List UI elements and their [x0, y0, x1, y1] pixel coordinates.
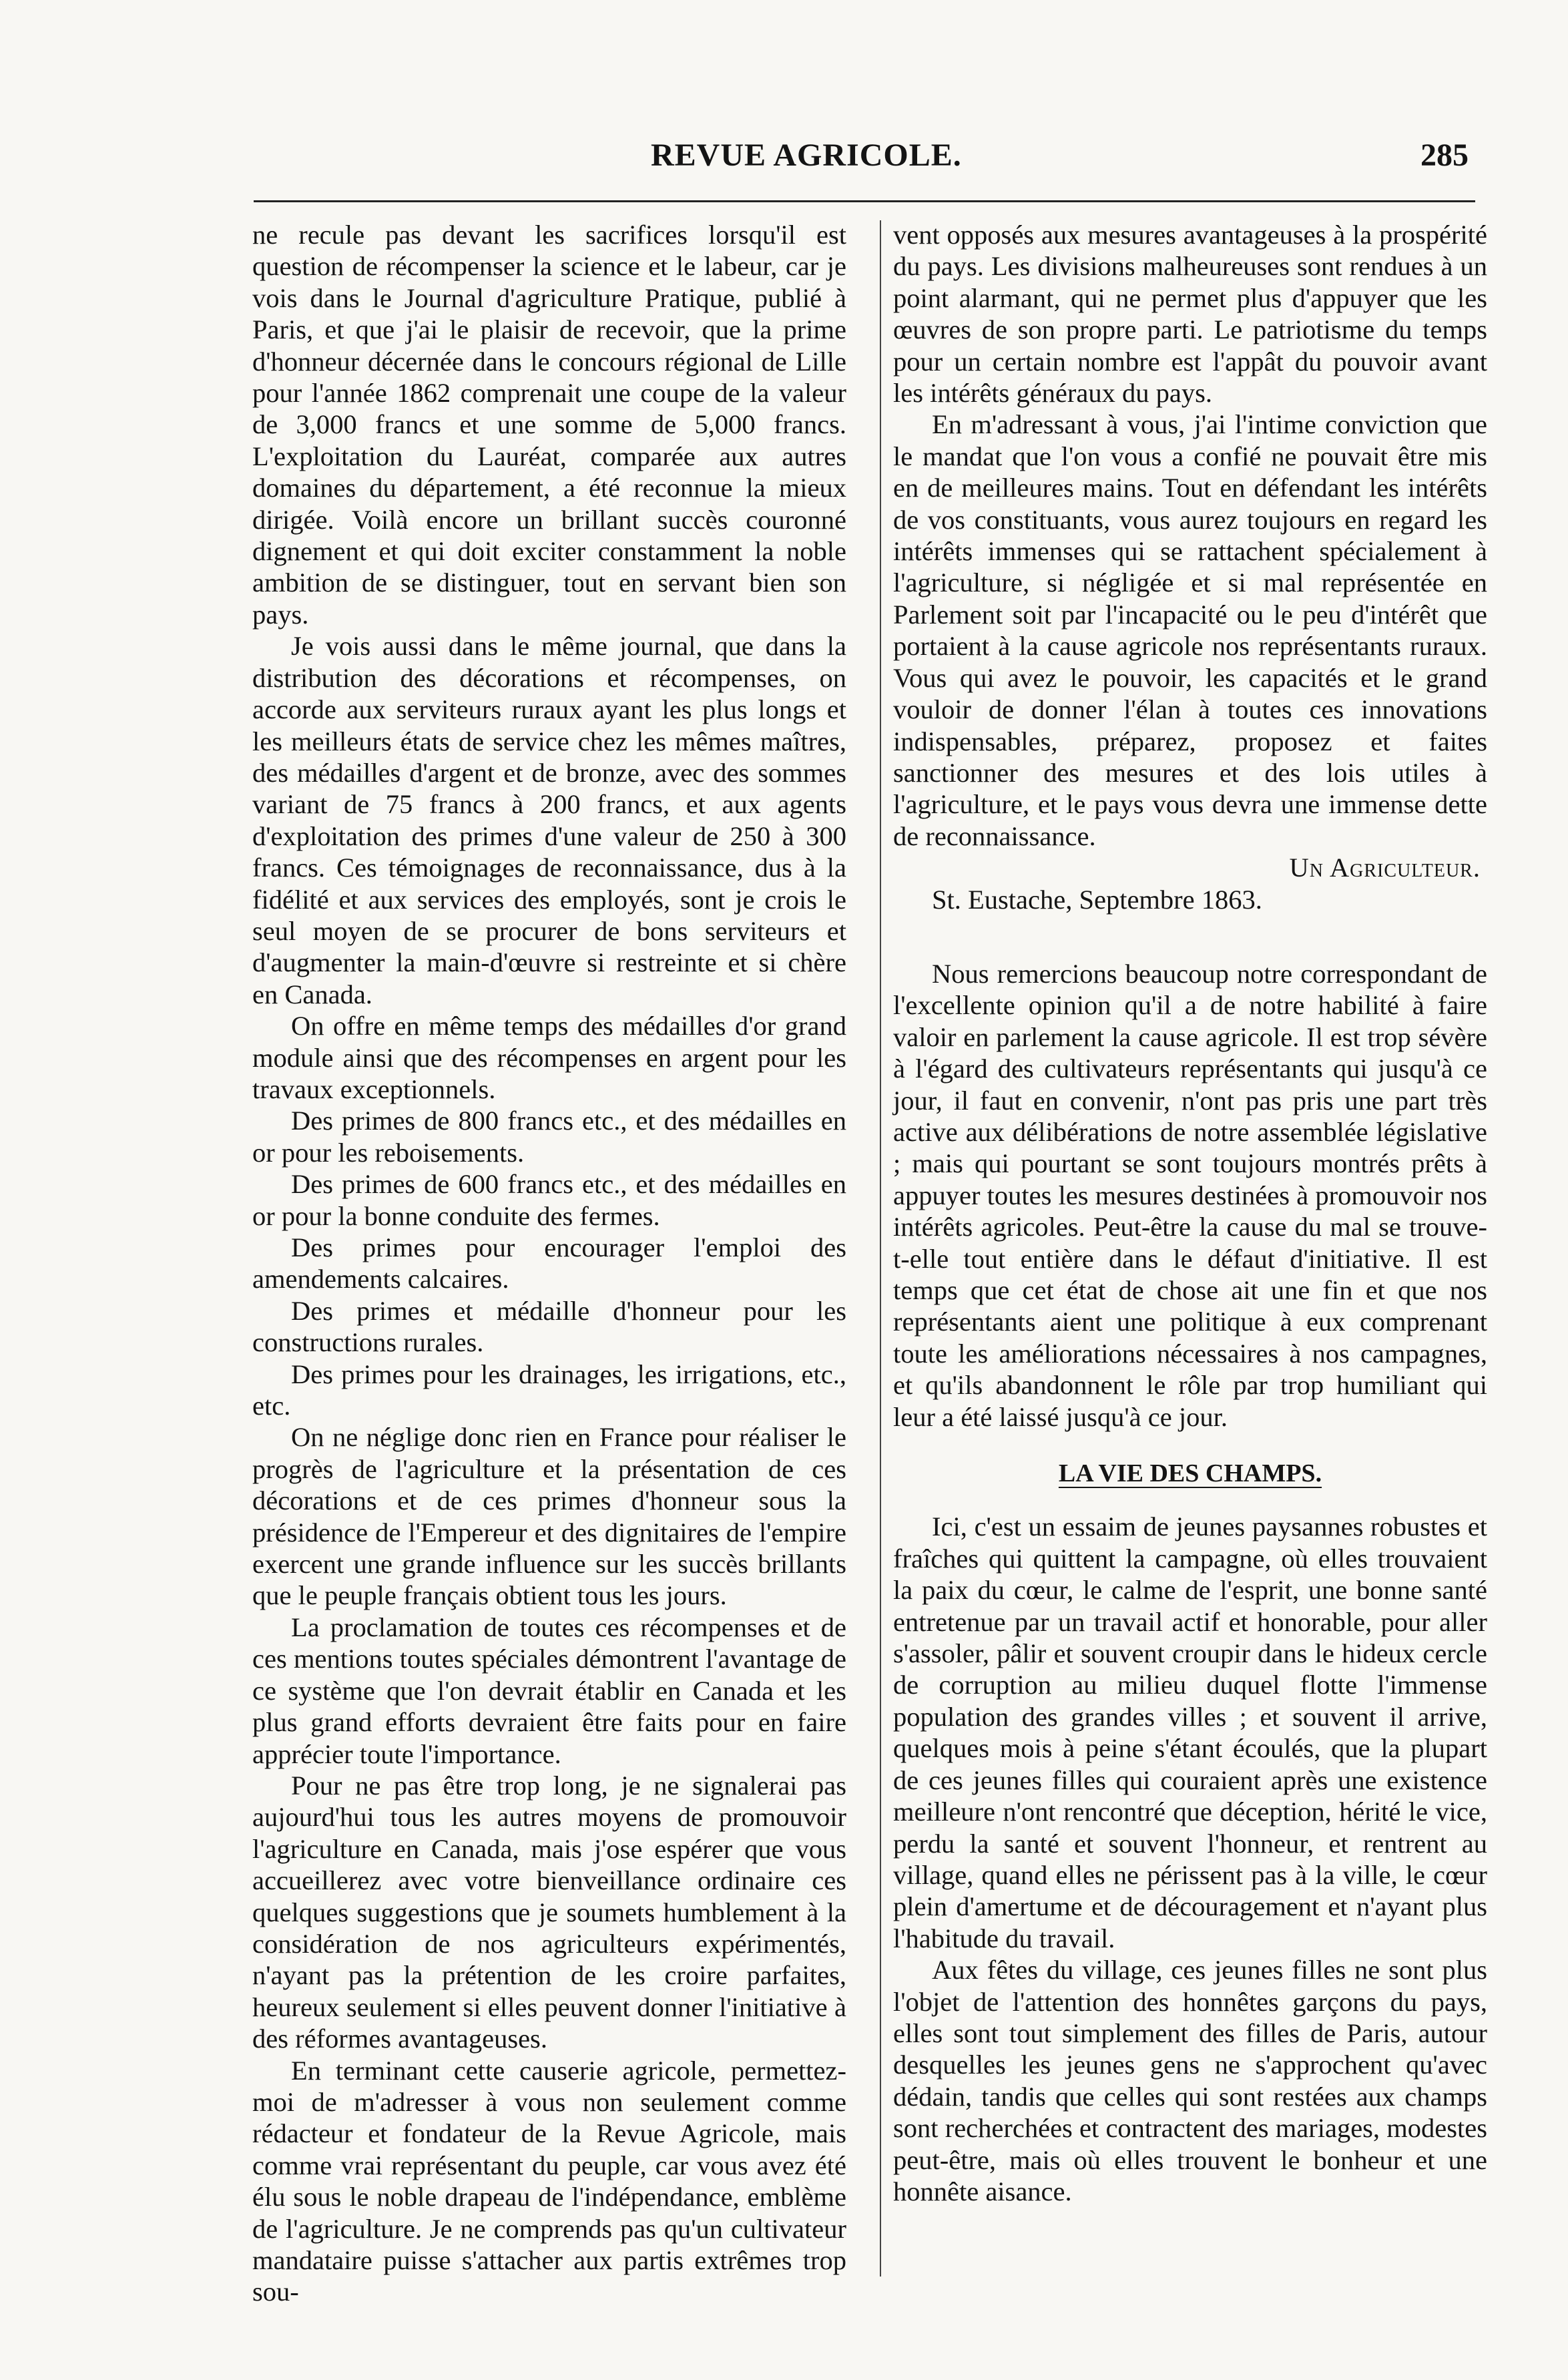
section-title: LA VIE DES CHAMPS.: [1058, 1459, 1322, 1488]
left-paragraph: Pour ne pas être trop long, je ne signalerai pas aujourd'hui tous les autres moyens de promouvoir l'agriculture en Canada, mais j'ose espérer que vous accueillerez avec votre bienveillance ordinaire ces quelques suggestions que je soumets humblement à la considération de nos agriculteurs expérimentés, n'ayant pas la prétention de les croire parfaites, heureux seulement si elles peuvent donner l'initiative à des réformes avantageuses.: [252, 1770, 846, 2054]
left-paragraph: On ne néglige donc rien en France pour réaliser le progrès de l'agriculture et la présentation de ces décorations et de ces primes d'honneur sous la présidence de l'Empereur et des dignitaires de l'empire exercent une grande influence sur les succès brillants que le peuple français obtient tous les jours.: [252, 1422, 846, 1611]
page-number: 285: [1420, 138, 1469, 173]
left-paragraph: Je vois aussi dans le même journal, que dans la distribution des décorations et récompenses, on accorde aux serviteurs ruraux ayant les plus longs et les meilleurs états de service chez les mêmes maîtres, des médailles d'argent et de bronze, avec des sommes variant de 75 francs à 200 francs, et aux agents d'exploitation des primes d'une valeur de 250 à 300 francs. Ces témoignages de reconnaissance, dus à la fidélité et aux services des employés, sont je crois le seul moyen de se procurer de bons serviteurs et d'augmenter la main-d'œuvre si restreinte et si chère en Canada.: [252, 631, 846, 1009]
left-column: [252, 219, 846, 2308]
right-column: [893, 219, 1487, 2207]
left-paragraph: On offre en même temps des médailles d'or grand module ainsi que des récompenses en argent pour les travaux exceptionnels.: [252, 1011, 846, 1104]
editor-reply: Nous remercions beaucoup notre correspondant de l'excellente opinion qu'il a de notre habilité à faire valoir en parlement la cause agricole. Il est trop sévère à l'égard des cultivateurs représentants qui jusqu'à ce jour, il faut en convenir, n'ont pas pris une part très active aux délibérations de notre assemblée législative ; mais qui pourtant se sont toujours montrés prêts à appuyer toutes les mesures destinées à promouvoir nos intérêts agricoles. Peut-être la cause du mal se trouve-t-elle tout entière dans le défaut d'initiative. Il est temps que cet état de chose ait une fin et que nos représentants aient une politique à eux comprenant toute les améliorations nécessaires à nos campagnes, et qu'ils abandonnent le rôle par trop humiliant qui leur a été laissé jusqu'à ce jour.: [893, 958, 1487, 1432]
left-paragraph: En terminant cette causerie agricole, permettez-moi de m'adresser à vous non seulement comme rédacteur et fondateur de la Revue Agricole, mais comme vrai représentant du peuple, car vous avez été élu sous le noble drapeau de l'indépendance, emblème de l'agriculture. Je ne comprends pas qu'un cultivateur mandataire puisse s'attacher aux partis extrêmes trop sou-: [252, 2055, 846, 2307]
left-paragraph: Des primes de 800 francs etc., et des médailles en or pour les reboisements.: [252, 1106, 846, 1168]
running-title: REVUE AGRICOLE.: [651, 138, 962, 173]
left-paragraph: Des primes pour encourager l'emploi des amendements calcaires.: [252, 1232, 846, 1294]
section-paragraph: Ici, c'est un essaim de jeunes paysannes robustes et fraîches qui quittent la campagne, où elles trouvaient la paix du cœur, le calme de l'esprit, une bonne santé entretenue par un travail actif et honorable, pour aller s'assoler, pâlir et souvent croupir dans le hideux cercle de corruption au milieu duquel flotte l'immense population des grandes villes ; et souvent il arrive, quelques mois à peine s'étant écoulés, que la plupart de ces jeunes filles qui couraient après une existence meilleure n'ont rencontré que déception, hérité le vice, perdu la santé et souvent l'honneur, et rentrent au village, quand elles ne périssent pas à la ville, le cœur plein d'amertume et de découragement et n'ayant plus l'habitude du travail.: [893, 1511, 1487, 1953]
letter-paragraph: vent opposés aux mesures avantageuses à la prospérité du pays. Les divisions malheureuses sont rendues à un point alarmant, qui ne permet plus d'appuyer que les œuvres de son propre parti. Le patriotisme du temps pour un certain nombre est l'appât du pouvoir avant les intérêts généraux du pays.: [893, 220, 1487, 409]
header-rule: [254, 200, 1475, 202]
left-paragraph: Des primes pour les drainages, les irrigations, etc., etc.: [252, 1359, 846, 1421]
left-paragraph: ne recule pas devant les sacrifices lorsqu'il est question de récompenser la science et le labeur, car je vois dans le Journal d'agriculture Pratique, publié à Paris, et que j'ai le plaisir de recevoir, que la prime d'honneur décernée dans le concours régional de Lille pour l'année 1862 comprenait une coupe de la valeur de 3,000 francs et une somme de 5,000 francs. L'exploitation du Lauréat, comparée aux autres domaines du département, a été reconnue la mieux dirigée. Voilà encore un brillant succès couronné dignement et qui doit exciter constamment la noble ambition de se distinguer, tout en servant bien son pays.: [252, 220, 846, 630]
left-paragraph: Des primes et médaille d'honneur pour les constructions rurales.: [252, 1295, 846, 1358]
letter-place-date: St. Eustache, Septembre 1863.: [932, 884, 1262, 915]
letter-signature: Un Agriculteur.: [1289, 853, 1481, 883]
left-paragraph: Des primes de 600 francs etc., et des médailles en or pour la bonne conduite des fermes.: [252, 1169, 846, 1231]
left-paragraph: La proclamation de toutes ces récompenses et de ces mentions toutes spéciales démontrent l'avantage de ce système que l'on devrait établir en Canada et les plus grand efforts devraient être faits pour en faire apprécier toute l'importance.: [252, 1612, 846, 1769]
letter-paragraph: En m'adressant à vous, j'ai l'intime conviction que le mandat que l'on vous a confié ne pouvait être mis en de meilleures mains. Tout en défendant les intérêts de vos constituants, vous aurez toujours en regard les intérêts immenses qui se rattachent spécialement à l'agriculture, si négligée et si mal représentée en Parlement soit par l'incapacité ou le peu d'intérêt que portaient à la cause agricole nos représentants ruraux. Vous qui avez le pouvoir, les capacités et le grand vouloir de donner l'élan à toutes ces innovations indispensables, préparez, proposez et faites sanctionner des mesures et des lois utiles à l'agriculture, et le pays vous devra une immense dette de reconnaissance.: [893, 409, 1487, 851]
section-paragraph: Aux fêtes du village, ces jeunes filles ne sont plus l'objet de l'attention des honnêtes garçons du pays, elles sont tout simplement des filles de Paris, autour desquelles les jeunes gens ne s'approchent qu'avec dédain, tandis que celles qui sont restées aux champs sont recherchées et contractent des mariages, modestes peut-être, mais où elles trouvent le bonheur et une honnête aisance.: [893, 1955, 1487, 2206]
column-divider: [880, 220, 881, 2277]
